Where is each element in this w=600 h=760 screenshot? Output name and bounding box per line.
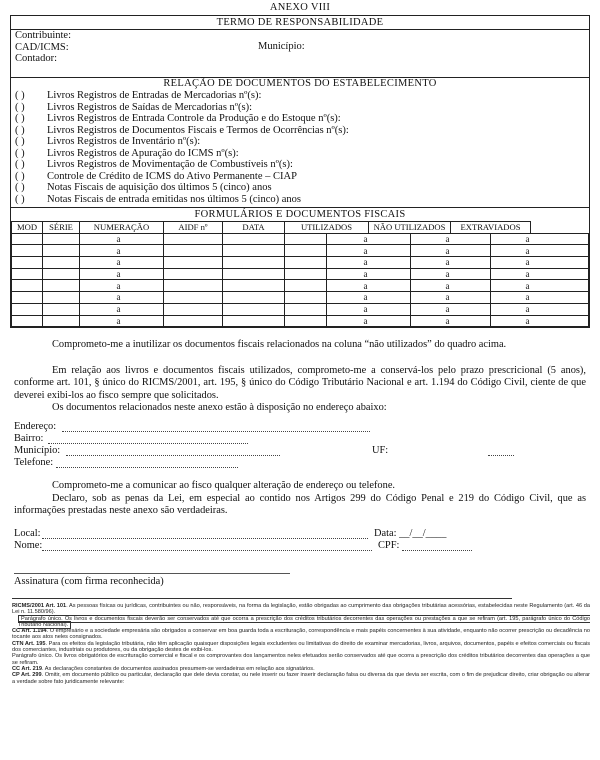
range-end-cell[interactable] bbox=[122, 315, 164, 327]
range-end-cell[interactable] bbox=[451, 245, 491, 257]
range-start-cell[interactable] bbox=[411, 245, 451, 257]
range-start-cell[interactable] bbox=[411, 233, 451, 245]
doc-item-label: Controle de Crédito de ICMS do Ativo Permanente – CIAP bbox=[47, 170, 297, 182]
range-separator: a bbox=[363, 315, 368, 326]
annex-title: ANEXO VIII bbox=[269, 2, 331, 13]
range-end-cell[interactable] bbox=[369, 268, 411, 280]
footnote-cc1194-label: CC Art. 1.194 bbox=[12, 628, 47, 635]
range-separator: a bbox=[445, 269, 450, 280]
range-start-cell[interactable] bbox=[327, 292, 369, 304]
range-end-cell[interactable] bbox=[531, 245, 589, 257]
footnote-ricms-label: RICMS/2001 Art. 101 bbox=[12, 603, 67, 609]
range-start-cell[interactable] bbox=[80, 245, 122, 257]
table-header-cell: AIDF nº bbox=[164, 222, 223, 234]
table-cell[interactable] bbox=[285, 315, 327, 327]
range-separator: a bbox=[363, 304, 368, 315]
table-cell[interactable] bbox=[12, 292, 43, 304]
table-cell[interactable] bbox=[223, 257, 285, 269]
doc-item bbox=[11, 125, 589, 137]
range-start-cell[interactable] bbox=[80, 303, 122, 315]
cad-icms-label: CAD/ICMS: bbox=[15, 41, 69, 53]
footnote-cc219-text: . As declarações constantes de documentos assinados presumem-se verdadeiras em relação aos signatários. bbox=[41, 665, 315, 672]
table-header-cell: NUMERAÇÃO bbox=[80, 222, 164, 234]
table-cell[interactable] bbox=[12, 303, 43, 315]
range-end-cell[interactable] bbox=[531, 268, 589, 280]
footnote-divider bbox=[12, 598, 512, 599]
footnote-cp299-label: CP Art. 299 bbox=[12, 672, 42, 679]
footnote-ricms-par-text: Parágrafo único. Os livros e documentos fiscais deverão ser conservados até que ocorra a prescrição dos créditos tributários decorrentes das operações ou prestações a que se refiram (art. 195, parágrafo único do Código Tributário Nacional). bbox=[18, 615, 590, 628]
doc-item-label: Livros Registros de Inventário nº(s): bbox=[47, 136, 201, 147]
table-header-row bbox=[12, 222, 589, 234]
range-end-cell[interactable] bbox=[531, 257, 589, 269]
range-end-cell[interactable] bbox=[531, 233, 589, 245]
doc-checkbox[interactable]: ( ) bbox=[15, 170, 25, 182]
local-label: Local: bbox=[14, 528, 41, 539]
doc-checkbox[interactable]: ( ) bbox=[15, 124, 25, 136]
table-cell[interactable] bbox=[43, 280, 80, 292]
contribuinte-label: Contribuinte: bbox=[15, 30, 71, 41]
table-row bbox=[12, 315, 589, 327]
range-end-cell[interactable] bbox=[369, 245, 411, 257]
table-row bbox=[12, 303, 589, 315]
range-separator: a bbox=[525, 315, 530, 326]
table-cell[interactable] bbox=[43, 257, 80, 269]
table-cell[interactable] bbox=[223, 233, 285, 245]
range-end-cell[interactable] bbox=[531, 315, 589, 327]
table-cell[interactable] bbox=[223, 303, 285, 315]
docs-list bbox=[11, 90, 589, 207]
footnote-ctn195-paragraph: Parágrafo único. Os livros obrigatórios de escrituração comercial e fiscal e os comprovantes dos lançamentos neles efetuados serão conservados até que ocorra a prescrição dos créditos tributários decorrentes das operações a que se refiram. bbox=[12, 653, 590, 666]
telefone-label: Telefone: bbox=[14, 457, 54, 468]
range-start-cell[interactable] bbox=[491, 257, 531, 269]
telefone-line[interactable] bbox=[56, 467, 238, 468]
doc-item bbox=[11, 171, 589, 183]
municipio-line[interactable] bbox=[66, 455, 280, 456]
footnote-cp299-text: . Omitir, em documento público ou particular, declaração que dele devia constar, ou nele inserir ou fazer inserir declaração falsa ou diversa da que devia ser escrita, com o fim de prejudicar direito, criar obrigação ou alterar a verdade sobre fato juridicamente relevante: bbox=[12, 672, 590, 685]
range-end-cell[interactable] bbox=[451, 233, 491, 245]
form-title: TERMO DE RESPONSABILIDADE bbox=[10, 15, 590, 29]
range-start-cell[interactable] bbox=[327, 303, 369, 315]
table-cell[interactable] bbox=[164, 292, 223, 304]
table-header-cell: NÃO UTILIZADOS bbox=[369, 222, 451, 234]
table-cell[interactable] bbox=[12, 233, 43, 245]
table-row bbox=[12, 257, 589, 269]
table-cell[interactable] bbox=[12, 280, 43, 292]
range-end-cell[interactable] bbox=[122, 257, 164, 269]
range-separator: a bbox=[363, 280, 368, 291]
range-separator: a bbox=[525, 304, 530, 315]
table-cell[interactable] bbox=[12, 315, 43, 327]
range-start-cell[interactable] bbox=[411, 257, 451, 269]
table-cell[interactable] bbox=[223, 315, 285, 327]
doc-item-label: Livros Registros de Saídas de Mercadorias nº(s): bbox=[47, 101, 253, 113]
range-end-cell[interactable] bbox=[451, 292, 491, 304]
doc-item-label: Notas Fiscais de aquisição dos últimos 5 (cinco) anos bbox=[47, 182, 272, 193]
table-header-cell: UTILIZADOS bbox=[285, 222, 369, 234]
footnote-cc1194-text: . O empresário e a sociedade empresária são obrigados a conservar em boa guarda toda a escrituração, correspondência e mais papéis concernentes à sua atividade, enquanto não ocorrer prescrição ou decadência no tocante aos atos neles consignados. bbox=[12, 628, 590, 641]
range-start-cell[interactable] bbox=[80, 257, 122, 269]
footnote-cc219-label: CC Art. 219 bbox=[12, 665, 42, 672]
range-start-cell[interactable] bbox=[327, 257, 369, 269]
paragraph-comunicar: Comprometo-me a comunicar ao fisco qualquer alteração de endereço ou telefone. bbox=[52, 480, 396, 491]
range-end-cell[interactable] bbox=[369, 233, 411, 245]
range-separator: a bbox=[116, 292, 121, 303]
doc-item bbox=[11, 148, 589, 160]
table-row bbox=[12, 233, 589, 245]
table-cell[interactable] bbox=[43, 245, 80, 257]
range-separator: a bbox=[363, 292, 368, 303]
footnote-ricms bbox=[12, 603, 590, 616]
nome-line[interactable] bbox=[42, 550, 372, 551]
range-end-cell[interactable] bbox=[369, 257, 411, 269]
doc-item bbox=[11, 182, 589, 194]
range-separator: a bbox=[363, 245, 368, 256]
table-cell[interactable] bbox=[43, 315, 80, 327]
nome-label: Nome: bbox=[14, 540, 43, 551]
range-end-cell[interactable] bbox=[451, 257, 491, 269]
range-end-cell[interactable] bbox=[122, 268, 164, 280]
uf-label: UF: bbox=[372, 445, 389, 456]
range-separator: a bbox=[445, 245, 450, 256]
cpf-line[interactable] bbox=[402, 550, 472, 551]
signature-line[interactable] bbox=[14, 573, 290, 574]
doc-item bbox=[11, 136, 589, 148]
range-end-cell[interactable] bbox=[451, 280, 491, 292]
table-cell[interactable] bbox=[164, 315, 223, 327]
table-cell[interactable] bbox=[285, 268, 327, 280]
paragraph-declaro: Declaro, sob as penas da Lei, em especial ao contido nos Artigos 299 do Código Penal e 219 do Código Civil, que as informações prestadas neste anexo são verdadeiras. bbox=[14, 493, 586, 517]
table-cell[interactable] bbox=[43, 233, 80, 245]
range-start-cell[interactable] bbox=[80, 315, 122, 327]
doc-checkbox[interactable]: ( ) bbox=[15, 159, 25, 170]
range-start-cell[interactable] bbox=[80, 292, 122, 304]
range-separator: a bbox=[116, 280, 121, 291]
range-start-cell[interactable] bbox=[491, 315, 531, 327]
footnote-ricms-paragraph bbox=[12, 616, 590, 629]
range-end-cell[interactable] bbox=[122, 303, 164, 315]
range-end-cell[interactable] bbox=[531, 280, 589, 292]
bairro-line[interactable] bbox=[48, 443, 248, 444]
range-start-cell[interactable] bbox=[491, 292, 531, 304]
municipio-header-label: Município: bbox=[258, 41, 305, 52]
doc-item bbox=[11, 102, 589, 114]
paragraph-disposicao: Os documentos relacionados neste anexo estão à disposição no endereço abaixo: bbox=[52, 402, 387, 413]
table-header-cell: MOD bbox=[12, 222, 43, 234]
table-cell[interactable] bbox=[164, 233, 223, 245]
range-separator: a bbox=[116, 234, 121, 245]
range-end-cell[interactable] bbox=[451, 303, 491, 315]
doc-item bbox=[11, 194, 589, 206]
table-cell[interactable] bbox=[285, 233, 327, 245]
range-separator: a bbox=[363, 257, 368, 268]
range-separator: a bbox=[525, 292, 530, 303]
table-cell[interactable] bbox=[164, 257, 223, 269]
range-separator: a bbox=[116, 304, 121, 315]
docs-section-title: RELAÇÃO DE DOCUMENTOS DO ESTABELECIMENTO bbox=[11, 77, 589, 90]
range-start-cell[interactable] bbox=[491, 280, 531, 292]
footnote-cc1194 bbox=[12, 628, 590, 641]
range-separator: a bbox=[363, 269, 368, 280]
range-start-cell[interactable] bbox=[411, 315, 451, 327]
table-cell[interactable] bbox=[223, 292, 285, 304]
range-separator: a bbox=[445, 257, 450, 268]
doc-item-label: Notas Fiscais de entrada emitidas nos últimos 5 (cinco) anos bbox=[47, 193, 301, 205]
doc-item bbox=[11, 159, 589, 171]
range-start-cell[interactable] bbox=[80, 280, 122, 292]
data-label: Data: __/__/____ bbox=[374, 528, 447, 539]
cpf-label: CPF: bbox=[378, 540, 400, 551]
doc-item bbox=[11, 113, 589, 125]
range-start-cell[interactable] bbox=[411, 280, 451, 292]
footnote-ctn195 bbox=[12, 641, 590, 654]
range-end-cell[interactable] bbox=[369, 315, 411, 327]
doc-item-label: Livros Registros de Movimentação de Combustíveis nº(s): bbox=[47, 159, 293, 170]
doc-checkbox[interactable]: ( ) bbox=[15, 136, 25, 147]
range-start-cell[interactable] bbox=[491, 233, 531, 245]
table-header-cell: DATA bbox=[223, 222, 285, 234]
local-line[interactable] bbox=[42, 538, 368, 539]
range-start-cell[interactable] bbox=[80, 233, 122, 245]
range-end-cell[interactable] bbox=[369, 280, 411, 292]
table-cell[interactable] bbox=[285, 245, 327, 257]
doc-checkbox[interactable]: ( ) bbox=[15, 101, 25, 113]
table-header-cell: EXTRAVIADOS bbox=[451, 222, 531, 234]
table-row bbox=[12, 268, 589, 280]
doc-checkbox[interactable]: ( ) bbox=[15, 193, 25, 205]
range-separator: a bbox=[525, 245, 530, 256]
paragraph-inutilizar: Comprometo-me a inutilizar os documentos fiscais relacionados na coluna “não utilizados” do quadro acima. bbox=[52, 339, 507, 350]
table-cell[interactable] bbox=[164, 303, 223, 315]
table-cell[interactable] bbox=[285, 280, 327, 292]
range-start-cell[interactable] bbox=[327, 280, 369, 292]
range-separator: a bbox=[116, 315, 121, 326]
footnote-cp299 bbox=[12, 672, 590, 685]
table-cell[interactable] bbox=[223, 245, 285, 257]
uf-line[interactable] bbox=[488, 455, 514, 456]
table-cell[interactable] bbox=[12, 257, 43, 269]
footnote-ricms-text: . As pessoas físicas ou jurídicas, contribuintes ou não, responsáveis, na forma da legislação, estão obrigadas ao cumprimento das obrigações tributárias acessórias, estabelecidas neste Regulamento (art. 46 da Lei n. 11.580/96). bbox=[12, 603, 590, 616]
table-cell[interactable] bbox=[43, 292, 80, 304]
paragraph-conservar: Em relação aos livros e documentos fiscais utilizados, comprometo-me a conservá-los pelo prazo prescricional (5 anos), conforme art. 101, § único do RICMS/2001, art. 195, § único do Código Tributário Nacional e art. 1.194 do Código Civil, ciente de que deverei exibi-los ao fisco sempre que solicitados. bbox=[14, 365, 586, 401]
doc-item-label: Livros Registros de Documentos Fiscais e Termos de Ocorrências nº(s): bbox=[47, 124, 349, 136]
table-cell[interactable] bbox=[164, 280, 223, 292]
range-end-cell[interactable] bbox=[122, 280, 164, 292]
table-cell[interactable] bbox=[223, 268, 285, 280]
range-start-cell[interactable] bbox=[411, 268, 451, 280]
range-end-cell[interactable] bbox=[122, 292, 164, 304]
doc-checkbox[interactable]: ( ) bbox=[15, 182, 25, 193]
range-start-cell[interactable] bbox=[327, 245, 369, 257]
doc-checkbox[interactable]: ( ) bbox=[15, 113, 25, 124]
range-start-cell[interactable] bbox=[80, 268, 122, 280]
range-start-cell[interactable] bbox=[491, 245, 531, 257]
table-cell[interactable] bbox=[223, 280, 285, 292]
doc-item-label: Livros Registros de Apuração do ICMS nº(s): bbox=[47, 147, 239, 159]
footnotes bbox=[12, 603, 590, 685]
range-separator: a bbox=[445, 304, 450, 315]
range-end-cell[interactable] bbox=[451, 268, 491, 280]
table-cell[interactable] bbox=[285, 257, 327, 269]
table-row bbox=[12, 280, 589, 292]
form-sheet bbox=[10, 29, 590, 328]
bairro-label: Bairro: bbox=[14, 433, 44, 444]
assinatura-label: Assinatura (com firma reconhecida) bbox=[14, 576, 164, 587]
range-separator: a bbox=[363, 234, 368, 245]
range-start-cell[interactable] bbox=[327, 233, 369, 245]
range-start-cell[interactable] bbox=[491, 268, 531, 280]
range-start-cell[interactable] bbox=[491, 303, 531, 315]
range-separator: a bbox=[116, 269, 121, 280]
range-separator: a bbox=[445, 292, 450, 303]
municipio-label: Município: bbox=[14, 445, 61, 456]
range-end-cell[interactable] bbox=[122, 245, 164, 257]
range-start-cell[interactable] bbox=[411, 292, 451, 304]
range-separator: a bbox=[116, 245, 121, 256]
table-cell[interactable] bbox=[285, 303, 327, 315]
contador-label: Contador: bbox=[15, 53, 57, 64]
doc-checkbox[interactable]: ( ) bbox=[15, 147, 25, 159]
range-separator: a bbox=[445, 315, 450, 326]
endereco-line[interactable] bbox=[62, 431, 370, 432]
doc-item-label: Livros Registros de Entradas de Mercadorias nº(s): bbox=[47, 90, 262, 101]
range-separator: a bbox=[525, 257, 530, 268]
range-separator: a bbox=[525, 269, 530, 280]
table-row bbox=[12, 292, 589, 304]
endereco-label: Endereço: bbox=[14, 421, 57, 432]
table-cell[interactable] bbox=[164, 245, 223, 257]
table-cell[interactable] bbox=[285, 292, 327, 304]
doc-item-label: Livros Registros de Entrada Controle da Produção e do Estoque nº(s): bbox=[47, 113, 341, 124]
range-separator: a bbox=[445, 280, 450, 291]
table-cell[interactable] bbox=[12, 245, 43, 257]
table-cell[interactable] bbox=[43, 268, 80, 280]
forms-section-title: FORMULÁRIOS E DOCUMENTOS FISCAIS bbox=[11, 207, 589, 221]
range-end-cell[interactable] bbox=[369, 303, 411, 315]
range-start-cell[interactable] bbox=[327, 315, 369, 327]
footnote-ctn195-text: . Para os efeitos da legislação tributária, não têm aplicação quaisquer disposições legais excludentes ou limitativas do direito de examinar mercadorias, livros, arquivos, documentos, papéis e efeitos comerciais ou fiscais dos comerciantes, industriais ou produtores, ou da obrigação destes de exibi-los. bbox=[12, 640, 590, 654]
table-header-cell: SÉRIE bbox=[43, 222, 80, 234]
range-end-cell[interactable] bbox=[531, 303, 589, 315]
range-end-cell[interactable] bbox=[369, 292, 411, 304]
range-separator: a bbox=[525, 280, 530, 291]
table-cell[interactable] bbox=[164, 268, 223, 280]
range-separator: a bbox=[445, 234, 450, 245]
range-start-cell[interactable] bbox=[411, 303, 451, 315]
range-separator: a bbox=[116, 257, 121, 268]
range-end-cell[interactable] bbox=[531, 292, 589, 304]
doc-item bbox=[11, 90, 589, 102]
table-cell[interactable] bbox=[12, 268, 43, 280]
range-separator: a bbox=[525, 234, 530, 245]
footnote-ctn195-label: CTN Art. 195 bbox=[12, 640, 46, 647]
fiscal-docs-table bbox=[11, 221, 589, 327]
range-start-cell[interactable] bbox=[327, 268, 369, 280]
range-end-cell[interactable] bbox=[122, 233, 164, 245]
table-cell[interactable] bbox=[43, 303, 80, 315]
table-row bbox=[12, 245, 589, 257]
doc-checkbox[interactable]: ( ) bbox=[15, 90, 25, 101]
taxpayer-header bbox=[11, 30, 589, 77]
range-end-cell[interactable] bbox=[451, 315, 491, 327]
